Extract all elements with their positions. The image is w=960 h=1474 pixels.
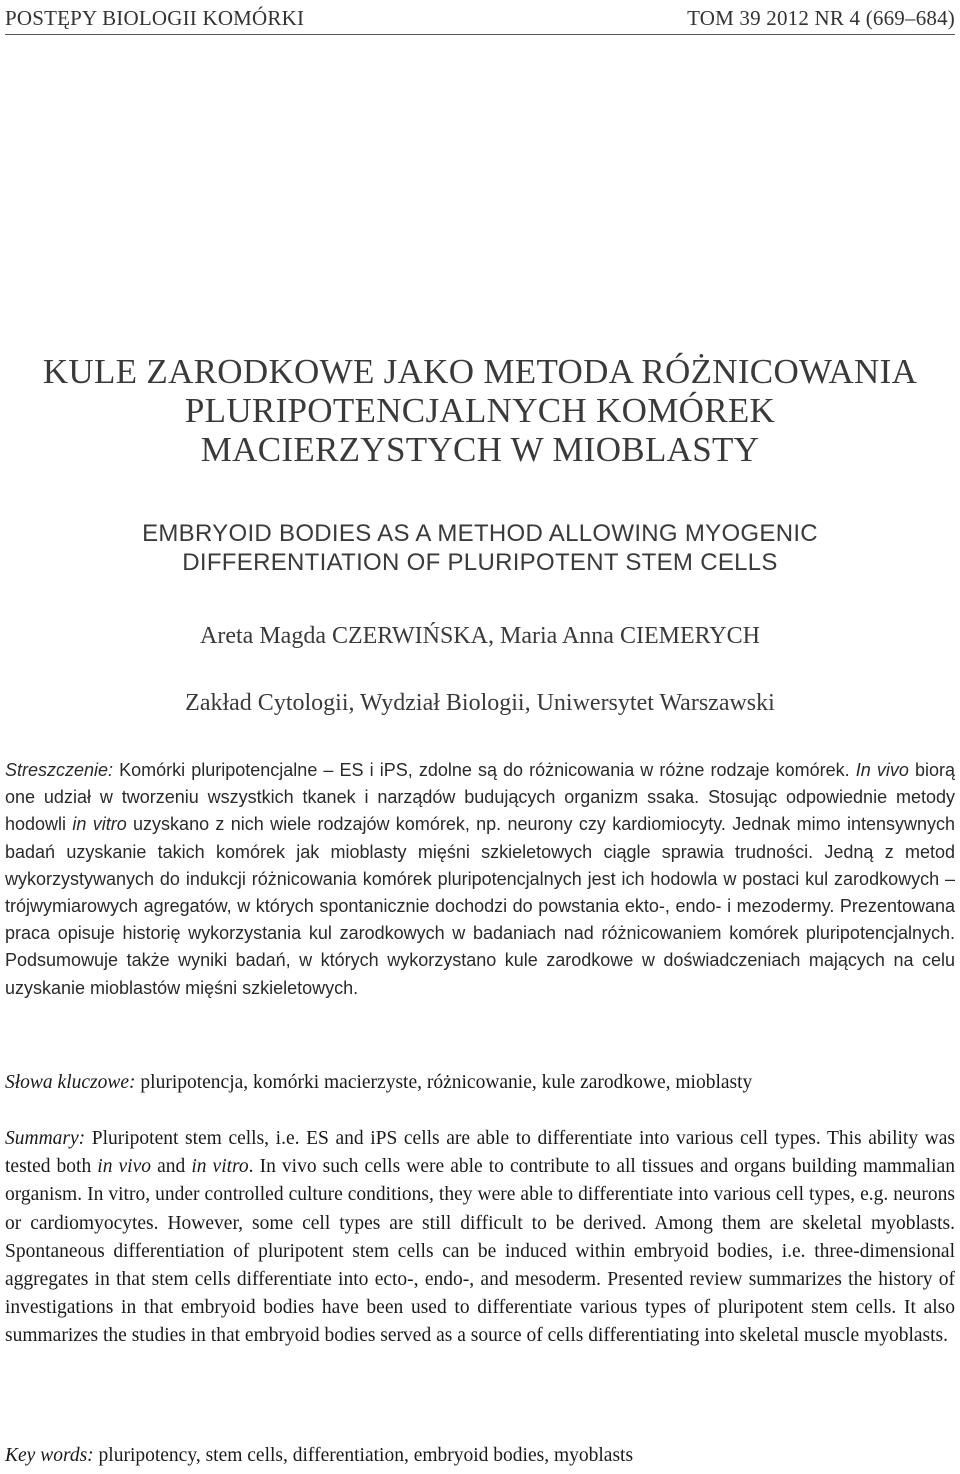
abstract-polish-italic: in vitro xyxy=(72,814,127,835)
abstract-polish-label: Streszczenie: xyxy=(5,760,114,780)
summary-text: Pluripotent stem cells, i.e. ES and iPS cells are able to differentiate into various cell types. This ability was tested both xyxy=(5,1128,955,1178)
abstract-polish-text: biorą one udział w tworzeniu wszystkich tkanek i narządów budujących organizm ssaka. Stosując odpowiednie metody hodowli xyxy=(5,760,955,835)
title-polish-line: KULE ZARODKOWE JAKO METODA RÓŻNICOWANIA xyxy=(42,352,918,391)
abstract-polish-italic: In vivo xyxy=(855,760,909,780)
keywords-polish-text: pluripotencja, komórki macierzyste, różnicowanie, kule zarodkowe, mioblasty xyxy=(135,1072,753,1093)
summary-italic: in vitro xyxy=(191,1156,249,1178)
authors: Areta Magda CZERWIŃSKA, Maria Anna CIEMERYCH xyxy=(200,623,760,649)
running-head xyxy=(5,6,955,34)
title-english-line: EMBRYOID BODIES AS A METHOD ALLOWING MYOGENIC xyxy=(142,520,818,547)
abstract-polish-text: Komórki pluripotencjalne – ES i iPS, zdolne są do różnicowania w różne rodzaje komórek. xyxy=(113,760,856,780)
volume-info: TOM 39 2012 NR 4 (669–684) xyxy=(687,6,955,30)
abstract-polish-text: uzyskano z nich wiele rodzajów komórek, np. neurony czy kardiomiocyty. Jednak mimo intensywnych badań uzyskanie takich komórek jak mioblasty mięśni szkieletowych ciągle sprawia trudności. Jedną z metod wykorzystywanych do indukcji różnicowania komórek pluripotencjalnych jest ich hodowla w postaci kul zarodkowych – trójwymiarowych agregatów, w których spontanicznie dochodzi do powstania ekto-, endo- i mezodermy. Prezentowana praca opisuje historię wykorzystania kul zarodkowych w badaniach nad różnicowaniem komórek pluripotencjalnych. Podsumowuje także wyniki badań, w których wykorzystano kule zarodkowe w doświadczeniach mających na celu uzyskanie mioblastów mięśni szkieletowych. xyxy=(5,814,955,998)
affiliation: Zakład Cytologii, Wydział Biologii, Uniwersytet Warszawski xyxy=(185,690,775,716)
summary-text: . In vivo such cells were able to contribute to all tissues and organs building mammalian organism. In vitro, under controlled culture conditions, they were able to differentiate into various cell types, e.g. neurons or cardiomyocytes. However, some cell types are still difficult to be derived. Among them are skeletal myoblasts. Spontaneous differentiation of pluripotent stem cells can be induced within embryoid bodies, i.e. three-dimensional aggregates in that stem cells differentiate into ecto-, endo-, and mesoderm. Presented review summarizes the history of investigations in that embryoid bodies have been used to differentiate various types of pluripotent stem cells. It also summarizes the studies in that embryoid bodies served as a source of cells differentiating into skeletal muscle myoblasts. xyxy=(5,1156,956,1347)
summary-italic: in vivo xyxy=(97,1156,152,1178)
summary-label: Summary: xyxy=(5,1128,86,1149)
summary-text: and xyxy=(151,1156,192,1178)
keywords-polish-label: Słowa kluczowe: xyxy=(5,1072,136,1093)
title-polish-line: MACIERZYSTYCH W MIOBLASTY xyxy=(200,430,760,469)
title-english-line: DIFFERENTIATION OF PLURIPOTENT STEM CELLS xyxy=(182,549,778,576)
keywords-english-label: Key words: xyxy=(5,1445,94,1466)
keywords-english-text: pluripotency, stem cells, differentiation, embryoid bodies, myoblasts xyxy=(93,1445,634,1466)
keywords-polish xyxy=(5,1069,955,1097)
header-rule xyxy=(5,34,955,35)
title-polish xyxy=(0,352,960,469)
abstract-polish xyxy=(5,757,955,1002)
title-english xyxy=(0,519,960,577)
journal-name: POSTĘPY BIOLOGII KOMÓRKI xyxy=(5,6,305,30)
keywords-english xyxy=(5,1442,955,1470)
summary xyxy=(5,1125,955,1351)
title-polish-line: PLURIPOTENCJALNYCH KOMÓREK xyxy=(184,391,776,430)
